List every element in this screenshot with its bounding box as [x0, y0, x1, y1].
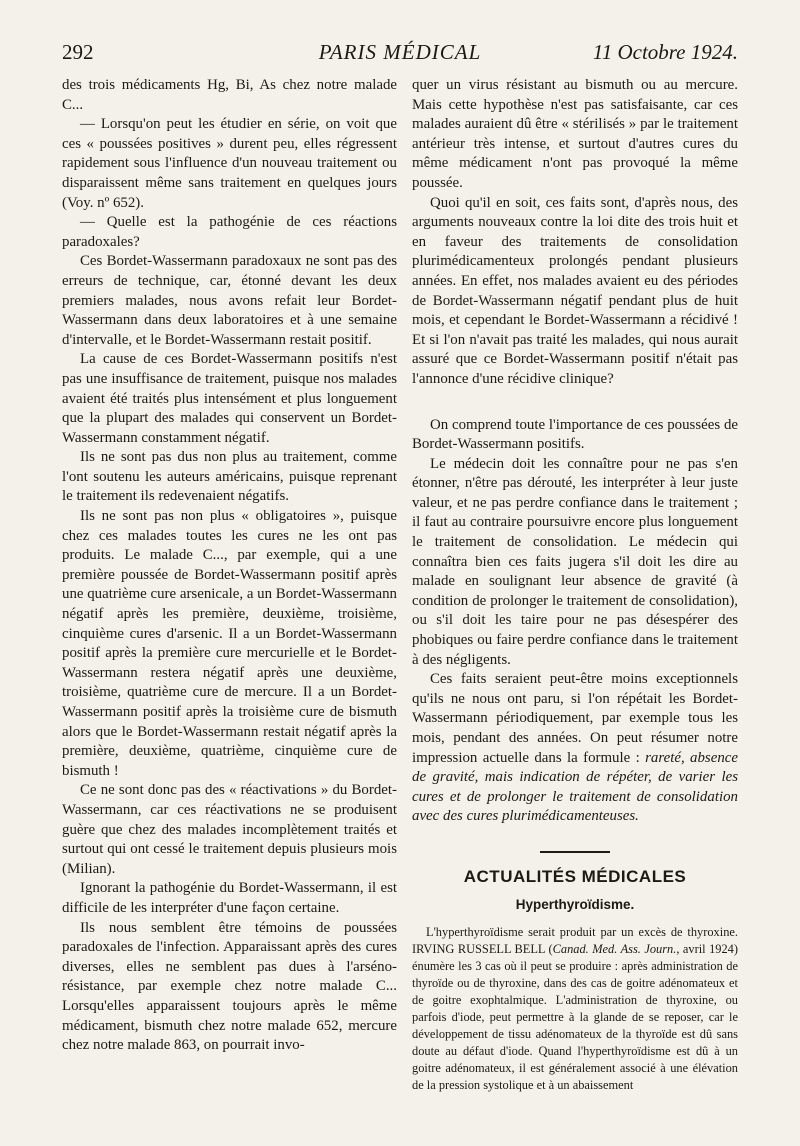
paragraph: quer un virus résistant au bismuth ou au mercure. Mais cette hypothèse n'est pas satisfaisante, car ces malades auraient dû être « stérilisés » par le traitement antérieur très intense, et surtout d'autres cures du même médicament n'ont pas provoqué la même poussée. — [412, 77, 738, 191]
paragraph: La cause de ces Bordet-Wassermann positifs n'est pas une insuffisance de traitement, puisque nos malades avaient été traités plus intensément et plus longuement que la plupart des malades qui conservent un Bordet-Wassermann constamment négatif. — [62, 351, 397, 446]
section-divider — [540, 851, 610, 853]
paragraph: Quoi qu'il en soit, ces faits sont, d'après nous, des arguments nouveaux contre la loi dite des trois huit et en faveur des traitements de consolidation plurimédicamenteux prolongés pendant plusieurs années. En effet, nos malades avaient eu des périodes de Bordet-Wassermann négatif pendant plus de huit mois, et cependant le Bordet-Wassermann a récidivé ! Et si l'on n'avait pas traité les malades, qui nous aurait assuré que ce Bordet-Wassermann positif n'était pas l'annonce d'une récidive clinique? — [412, 194, 738, 387]
page-number: 292 — [62, 40, 94, 64]
page-header — [62, 40, 738, 70]
abstract-text: , avril 1924) énumère les 3 cas où il peut se produire : après administration de thyroïde ou de thyroxine, dans des cas de goitre adénomateux et de goitre exophtalmique. L'administration de thyroxine, ou parfois d'iode, peut permettre à la glande de se reposer, car le développement de tissu adénomateux de la thyroïde est dû sans doute au défaut d'iode. Quand l'hyperthyroïdisme est dû à un goitre adénomateux, il est généralement associé à une élévation de la pression systolique et à un abaissement — [412, 942, 738, 1093]
paragraph — [412, 670, 738, 827]
right-column — [412, 76, 738, 1094]
abstract-paragraph — [412, 924, 738, 1094]
paragraph: Ils nous semblent être témoins de poussées paradoxales de l'infection. Apparaissant après des cures diverses, elles ne semblent pas dues à l'arséno-résistance, par exemple chez notre malade C... Lorsqu'elles apparaissent toujours après le même médicament, bismuth chez notre malade 652, mercure chez notre malade 863, on pourrait invo- — [62, 919, 397, 1054]
issue-date: 11 Octobre 1924. — [592, 40, 738, 64]
paragraph: des trois médicaments Hg, Bi, As chez notre malade C... — [62, 77, 397, 113]
paragraph: Ces Bordet-Wassermann paradoxaux ne sont pas des erreurs de technique, car, étonné devant les deux premiers malades, nous avons refait leur Bordet-Wassermann dans deux laboratoires et à une semaine d'intervalle, et le Bordet-Wassermann restait positif. — [62, 253, 397, 348]
paragraph: Ce ne sont donc pas des « réactivations » du Bordet-Wassermann, car ces réactivations ne se produisent guère que chez des malades incomplètement traités et surtout qui ont cessé le traitement depuis plusieurs mois (Milian). — [62, 782, 397, 877]
subsection-title: Hyperthyroïdisme. — [515, 896, 635, 912]
paragraph: — Quelle est la pathogénie de ces réactions paradoxales? — [62, 214, 397, 250]
left-column — [62, 76, 397, 1056]
paragraph: On comprend toute l'importance de ces poussées de Bordet-Wassermann positifs. — [412, 416, 738, 453]
journal-title: PARIS MÉDICAL — [318, 40, 482, 64]
paragraph: Le médecin doit les connaître pour ne pas s'en étonner, n'être pas dérouté, les interpréter à leur juste valeur, et ne pas perdre confiance dans le traitement ; il faut au contraire poursuivre encore plus longuement le traitement de consolidation. Le médecin qui connaîtra bien ces faits jugera s'il doit les dire au malade en soulignant leur absence de gravité (à condition de prolonger le traitement de consolidation), ou s'il doit les taire pour ne pas désespérer des phobiques ou faire perdre confiance dans le traitement à des négligents. — [412, 455, 738, 668]
abstract — [412, 924, 738, 1094]
citation: Canad. Med. Ass. Journ. — [552, 942, 677, 957]
paragraph: — Lorsqu'on peut les étudier en série, on voit que ces « poussées positives » durent peu, elles régressent rapidement sous l'influence d'un nouveau traitement ou disparaissent même sans traitement en quelques jours (Voy. nº 652). — [62, 116, 397, 211]
formula-text: rareté, absence de gravité, mais indication de répéter, de varier les cures et de prolonger le traitement de consolidation avec des cures plurimédicamenteuses. — [412, 749, 738, 825]
paragraph-text: Ces faits seraient peut-être moins exceptionnels qu'ils ne nous ont paru, si l'on répétait les Bordet-Wassermann périodiquement, par exemple tous les mois, pendant des années. On peut résumer notre impression actuelle dans la formule : — [412, 671, 738, 766]
abstract-text: L'hyperthyroïdisme serait produit par un excès de thyroxine. IRVING RUSSELL BELL ( — [412, 925, 738, 957]
paragraph: Ignorant la pathogénie du Bordet-Wassermann, il est difficile de les interpréter d'une façon certaine. — [62, 880, 397, 916]
paragraph: Ils ne sont pas non plus « obligatoires », puisque chez ces malades toutes les cures ne les ont pas produits. Le malade C..., par exemple, qui a une première poussée de Bordet-Wassermann positif après une quatrième cure arsenicale, a un Bordet-Wassermann négatif après les première, deuxième, troisième, cinquième cures d'arsenic. Il a un Bordet-Wassermann positif après la première cure mercurielle et le Bordet-Wassermann restera négatif après une deuxième, troisième, quatrième cure de mercure. Il a un Bordet-Wassermann positif après la troisième cure de bismuth alors que le Bordet-Wassermann restait négatif après la première, deuxième, quatrième, cinquième cure de bismuth ! — [62, 508, 397, 779]
section-title: ACTUALITÉS MÉDICALES — [463, 866, 687, 886]
paragraph: Ils ne sont pas dus non plus au traitement, comme l'ont soutenu les auteurs américains, puisque reprenant le traitement ils redevenaient négatifs. — [62, 449, 397, 505]
